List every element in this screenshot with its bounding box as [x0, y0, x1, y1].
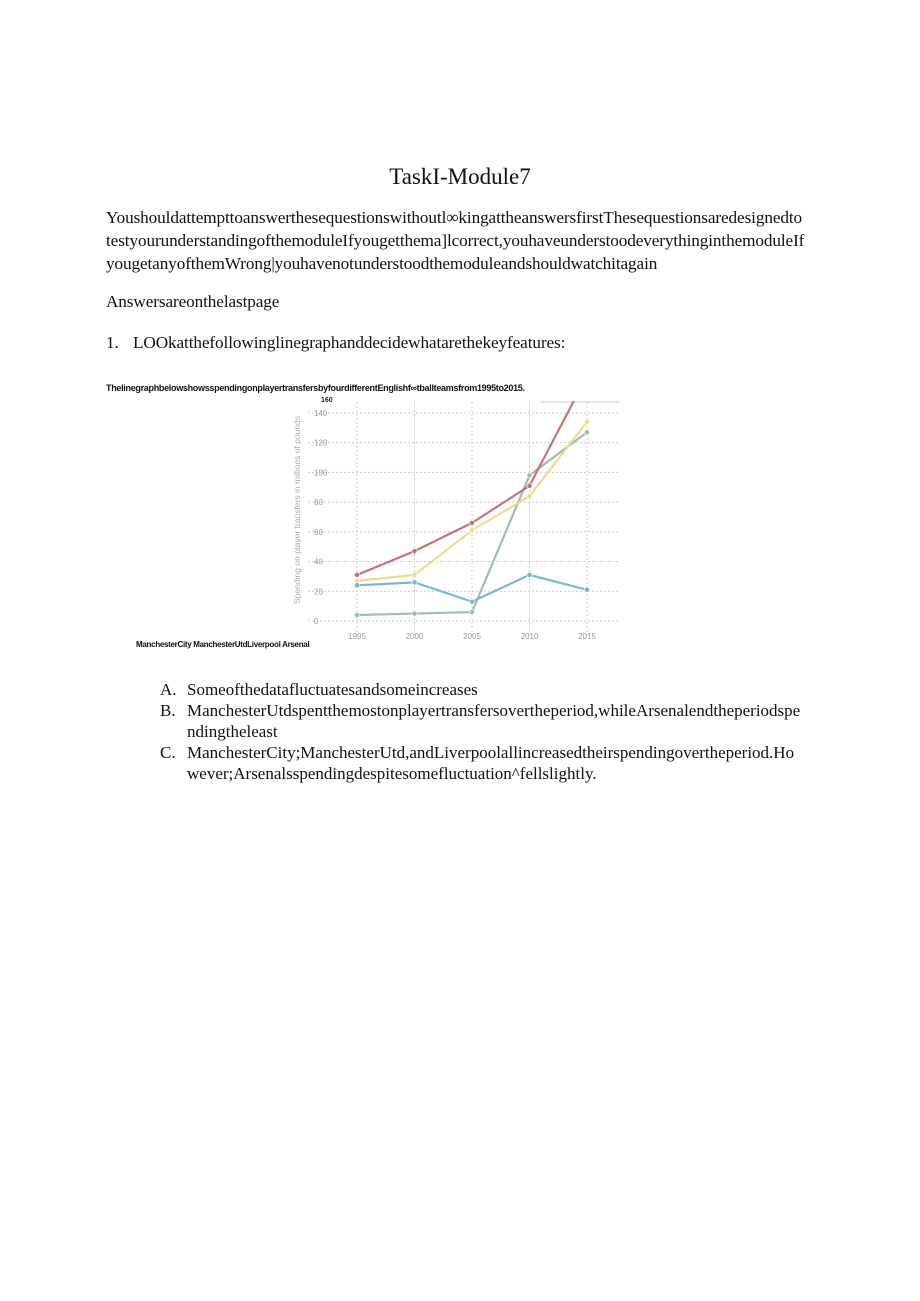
- series-line-liverpool: [357, 422, 587, 581]
- option-c: [160, 743, 794, 763]
- data-point: [469, 609, 474, 614]
- y-tick-label: 60: [314, 527, 323, 537]
- option-a: [160, 680, 478, 700]
- y-tick-label: 20: [314, 587, 323, 597]
- option-text: ManchesterUtdspentthemostonplayertransfersovertheperiod,whileArsenalendtheperiodspe: [187, 701, 801, 720]
- data-point: [354, 572, 359, 577]
- data-point: [412, 549, 417, 554]
- data-point: [469, 599, 474, 604]
- y-axis-label: Spending on player transfers in millions of pounds: [292, 415, 302, 605]
- y-tick-label: 160: [321, 397, 333, 404]
- data-point: [527, 494, 532, 499]
- option-label: A.: [160, 680, 177, 699]
- data-point: [412, 572, 417, 577]
- line-chart: [280, 390, 625, 645]
- chart-legend: ManchesterCity ManchesterUtdLiverpool Arsenal: [136, 640, 310, 649]
- data-point: [584, 587, 589, 592]
- data-point: [527, 483, 532, 488]
- y-tick-label: 140: [314, 408, 328, 418]
- data-point: [469, 528, 474, 533]
- data-point: [584, 419, 589, 424]
- y-tick-label: 100: [314, 468, 328, 478]
- option-text: Someofthedatafluctuatesandsomeincreases: [187, 680, 478, 699]
- data-point: [469, 520, 474, 525]
- data-point: [527, 572, 532, 577]
- intro-line-1: Youshouldattempttoanswerthesequestionswithoutl∞kingattheanswersfirstThesequestionsaredesignedto: [106, 208, 803, 227]
- data-point: [354, 583, 359, 588]
- option-c-cont: wever;Arsenalsspendingdespitesomefluctuation^fellslightly.: [187, 764, 597, 783]
- option-label: C.: [160, 743, 176, 762]
- data-point: [412, 580, 417, 585]
- data-point: [412, 611, 417, 616]
- x-tick-label: 2005: [463, 632, 481, 641]
- question-text: LOOkatthefollowinglinegraphanddecidewhatarethekeyfeatures:: [133, 333, 566, 352]
- x-tick-label: 2010: [520, 632, 539, 641]
- option-b-cont: ndingtheleast: [187, 722, 278, 741]
- intro-line-3: yougetanyofthemWrong|youhavenotunderstoodthemoduleandshouldwatchitagain: [106, 254, 658, 273]
- x-tick-label: 2000: [405, 632, 424, 641]
- x-tick-label: 1995: [348, 632, 366, 641]
- x-tick-label: 2015: [578, 632, 596, 641]
- option-text: ManchesterCity;ManchesterUtd,andLiverpoolallincreasedtheirspendingovertheperiod.Ho: [187, 743, 795, 762]
- y-tick-label: 40: [314, 557, 323, 567]
- y-tick-label: 120: [314, 438, 328, 448]
- data-point: [584, 430, 589, 435]
- data-point: [527, 473, 532, 478]
- data-point: [354, 612, 359, 617]
- question-number: 1.: [106, 333, 119, 352]
- intro-line-2: testyourunderstandingofthemoduleIfyougetthema]lcorrect,youhaveunderstoodeverythinginthemoduleIf: [106, 231, 805, 250]
- answers-note: Answersareonthelastpage: [106, 292, 280, 311]
- y-tick-label: 80: [314, 498, 323, 508]
- option-b: [160, 701, 800, 721]
- page-title: TaskI-Module7: [389, 164, 531, 189]
- option-label: B.: [160, 701, 176, 720]
- y-tick-label: 0: [314, 617, 319, 626]
- question-1: [106, 333, 565, 353]
- chart-caption: ThelinegraphbelowshowsspendingonplayertransfersbyfourdifferentEnglishf∞tballteamsfrom1995to2015.: [106, 383, 525, 393]
